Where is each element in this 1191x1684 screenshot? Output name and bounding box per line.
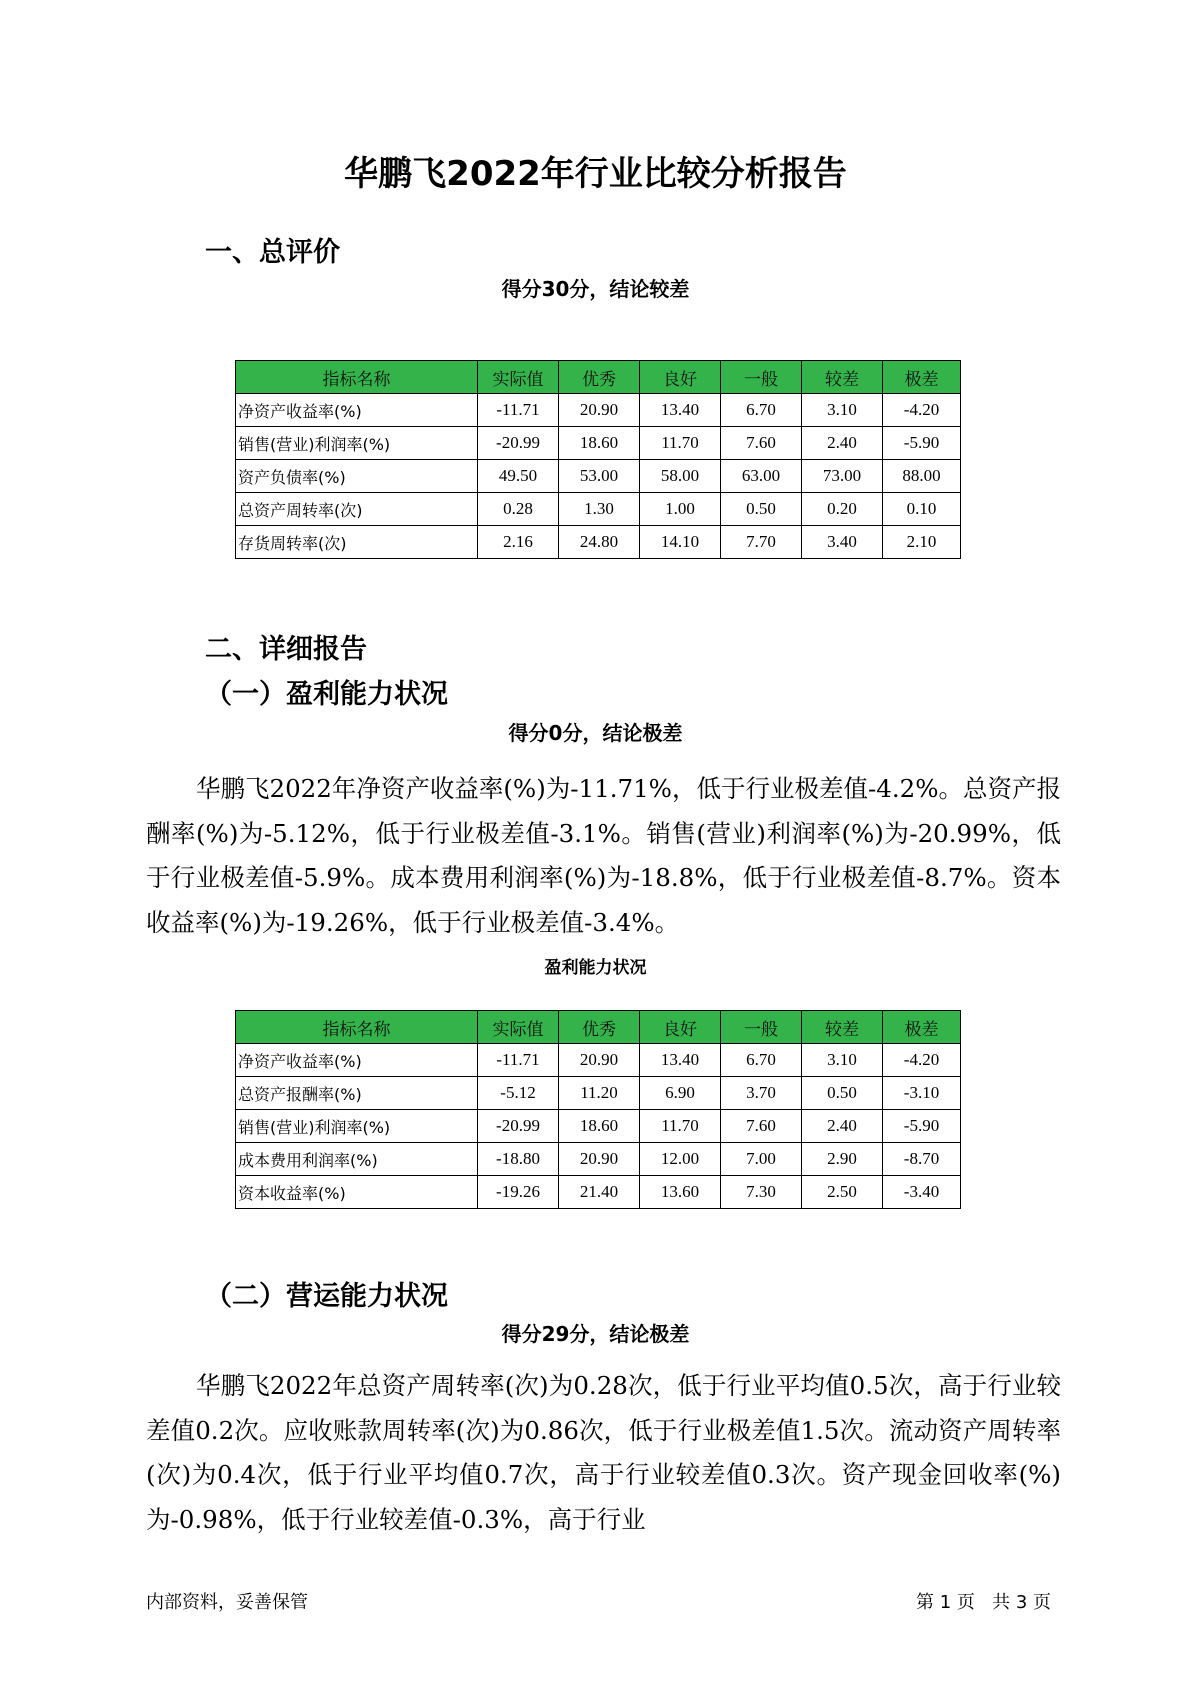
section-heading-overall: 一、总评价 [205, 237, 340, 268]
column-header: 一般 [721, 1011, 802, 1044]
value-cell: 18.60 [559, 1110, 640, 1143]
table-row [236, 526, 961, 559]
document-title: 华鹏飞2022年行业比较分析报告 [344, 154, 847, 194]
value-cell: 11.70 [640, 1110, 721, 1143]
value-cell: 2.40 [802, 1110, 883, 1143]
value-cell: 2.40 [802, 427, 883, 460]
value-cell: 18.60 [559, 427, 640, 460]
value-cell: 6.70 [721, 1044, 802, 1077]
profitability-table [235, 1010, 961, 1209]
column-header: 良好 [640, 1011, 721, 1044]
table-row [236, 460, 961, 493]
footer-page-number: 第 1 页 共 3 页 [916, 1592, 1051, 1613]
value-cell: -18.80 [478, 1143, 559, 1176]
indicator-name-cell: 总资产报酬率(%) [236, 1077, 478, 1110]
value-cell: -5.90 [883, 1110, 961, 1143]
indicator-name-cell: 成本费用利润率(%) [236, 1143, 478, 1176]
value-cell: 53.00 [559, 460, 640, 493]
subsection-heading-operations: （二）营运能力状况 [205, 1281, 448, 1312]
value-cell: 7.60 [721, 427, 802, 460]
table-row [236, 1044, 961, 1077]
value-cell: 2.16 [478, 526, 559, 559]
value-cell: 21.40 [559, 1176, 640, 1209]
value-cell: 63.00 [721, 460, 802, 493]
value-cell: 13.40 [640, 1044, 721, 1077]
footer-confidential: 内部资料，妥善保管 [146, 1592, 308, 1613]
value-cell: 2.10 [883, 526, 961, 559]
value-cell: 6.70 [721, 394, 802, 427]
value-cell: 13.40 [640, 394, 721, 427]
value-cell: 2.90 [802, 1143, 883, 1176]
value-cell: -5.12 [478, 1077, 559, 1110]
value-cell: 49.50 [478, 460, 559, 493]
value-cell: 13.60 [640, 1176, 721, 1209]
column-header: 指标名称 [236, 361, 478, 394]
overall-table [235, 360, 961, 559]
operations-paragraph: 华鹏飞2022年总资产周转率(次)为0.28次，低于行业平均值0.5次，高于行业较差值0.2次。应收账款周转率(次)为0.86次，低于行业极差值1.5次。流动资产周转率(次)为0.4次，低于行业平均值0.7次，高于行业较差值0.3次。资产现金回收率(%)为-0.98%，低于行业较差值-0.3%，高于行业 [146, 1371, 1061, 1534]
value-cell: 73.00 [802, 460, 883, 493]
value-cell: 58.00 [640, 460, 721, 493]
value-cell: 3.40 [802, 526, 883, 559]
profitability-paragraph: 华鹏飞2022年净资产收益率(%)为-11.71%，低于行业极差值-4.2%。总资产报酬率(%)为-5.12%，低于行业极差值-3.1%。销售(营业)利润率(%)为-20.99%，低于行业极差值-5.9%。成本费用利润率(%)为-18.8%，低于行业极差值-8.7%。资本收益率(%)为-19.26%，低于行业极差值-3.4%。 [146, 774, 1061, 937]
overall-score: 得分30分，结论较差 [501, 277, 690, 301]
column-header: 指标名称 [236, 1011, 478, 1044]
value-cell: -5.90 [883, 427, 961, 460]
value-cell: 14.10 [640, 526, 721, 559]
indicator-name-cell: 总资产周转率(次) [236, 493, 478, 526]
value-cell: -4.20 [883, 394, 961, 427]
value-cell: -11.71 [478, 394, 559, 427]
section-heading-detail: 二、详细报告 [205, 634, 367, 665]
table-row [236, 1176, 961, 1209]
value-cell: 7.30 [721, 1176, 802, 1209]
subsection-heading-profitability: （一）盈利能力状况 [205, 679, 448, 710]
value-cell: 7.70 [721, 526, 802, 559]
value-cell: 20.90 [559, 394, 640, 427]
value-cell: 3.10 [802, 394, 883, 427]
table-row [236, 493, 961, 526]
indicator-name-cell: 销售(营业)利润率(%) [236, 427, 478, 460]
table-row [236, 1110, 961, 1143]
value-cell: 1.00 [640, 493, 721, 526]
value-cell: -11.71 [478, 1044, 559, 1077]
value-cell: 2.50 [802, 1176, 883, 1209]
value-cell: -3.40 [883, 1176, 961, 1209]
value-cell: 24.80 [559, 526, 640, 559]
value-cell: -8.70 [883, 1143, 961, 1176]
value-cell: 7.00 [721, 1143, 802, 1176]
table-header-row [236, 361, 961, 394]
value-cell: -20.99 [478, 427, 559, 460]
table-row [236, 427, 961, 460]
value-cell: 0.20 [802, 493, 883, 526]
value-cell: 1.30 [559, 493, 640, 526]
indicator-name-cell: 资产负债率(%) [236, 460, 478, 493]
profitability-score: 得分0分，结论极差 [508, 721, 683, 745]
value-cell: 0.50 [721, 493, 802, 526]
column-header: 良好 [640, 361, 721, 394]
column-header: 实际值 [478, 1011, 559, 1044]
value-cell: 0.50 [802, 1077, 883, 1110]
column-header: 优秀 [559, 361, 640, 394]
column-header: 优秀 [559, 1011, 640, 1044]
table-row [236, 1143, 961, 1176]
value-cell: -3.10 [883, 1077, 961, 1110]
value-cell: -19.26 [478, 1176, 559, 1209]
value-cell: 11.70 [640, 427, 721, 460]
value-cell: 20.90 [559, 1143, 640, 1176]
operations-score: 得分29分，结论极差 [501, 1322, 690, 1346]
indicator-name-cell: 净资产收益率(%) [236, 394, 478, 427]
value-cell: 3.70 [721, 1077, 802, 1110]
value-cell: 88.00 [883, 460, 961, 493]
column-header: 一般 [721, 361, 802, 394]
indicator-name-cell: 销售(营业)利润率(%) [236, 1110, 478, 1143]
value-cell: -20.99 [478, 1110, 559, 1143]
column-header: 较差 [802, 361, 883, 394]
value-cell: 0.10 [883, 493, 961, 526]
column-header: 较差 [802, 1011, 883, 1044]
value-cell: 11.20 [559, 1077, 640, 1110]
value-cell: -4.20 [883, 1044, 961, 1077]
indicator-name-cell: 净资产收益率(%) [236, 1044, 478, 1077]
table-row [236, 394, 961, 427]
value-cell: 0.28 [478, 493, 559, 526]
value-cell: 20.90 [559, 1044, 640, 1077]
value-cell: 7.60 [721, 1110, 802, 1143]
value-cell: 12.00 [640, 1143, 721, 1176]
value-cell: 6.90 [640, 1077, 721, 1110]
column-header: 极差 [883, 361, 961, 394]
indicator-name-cell: 存货周转率(次) [236, 526, 478, 559]
indicator-name-cell: 资本收益率(%) [236, 1176, 478, 1209]
profitability-table-caption: 盈利能力状况 [544, 958, 647, 978]
column-header: 实际值 [478, 361, 559, 394]
table-header-row [236, 1011, 961, 1044]
table-row [236, 1077, 961, 1110]
value-cell: 3.10 [802, 1044, 883, 1077]
column-header: 极差 [883, 1011, 961, 1044]
